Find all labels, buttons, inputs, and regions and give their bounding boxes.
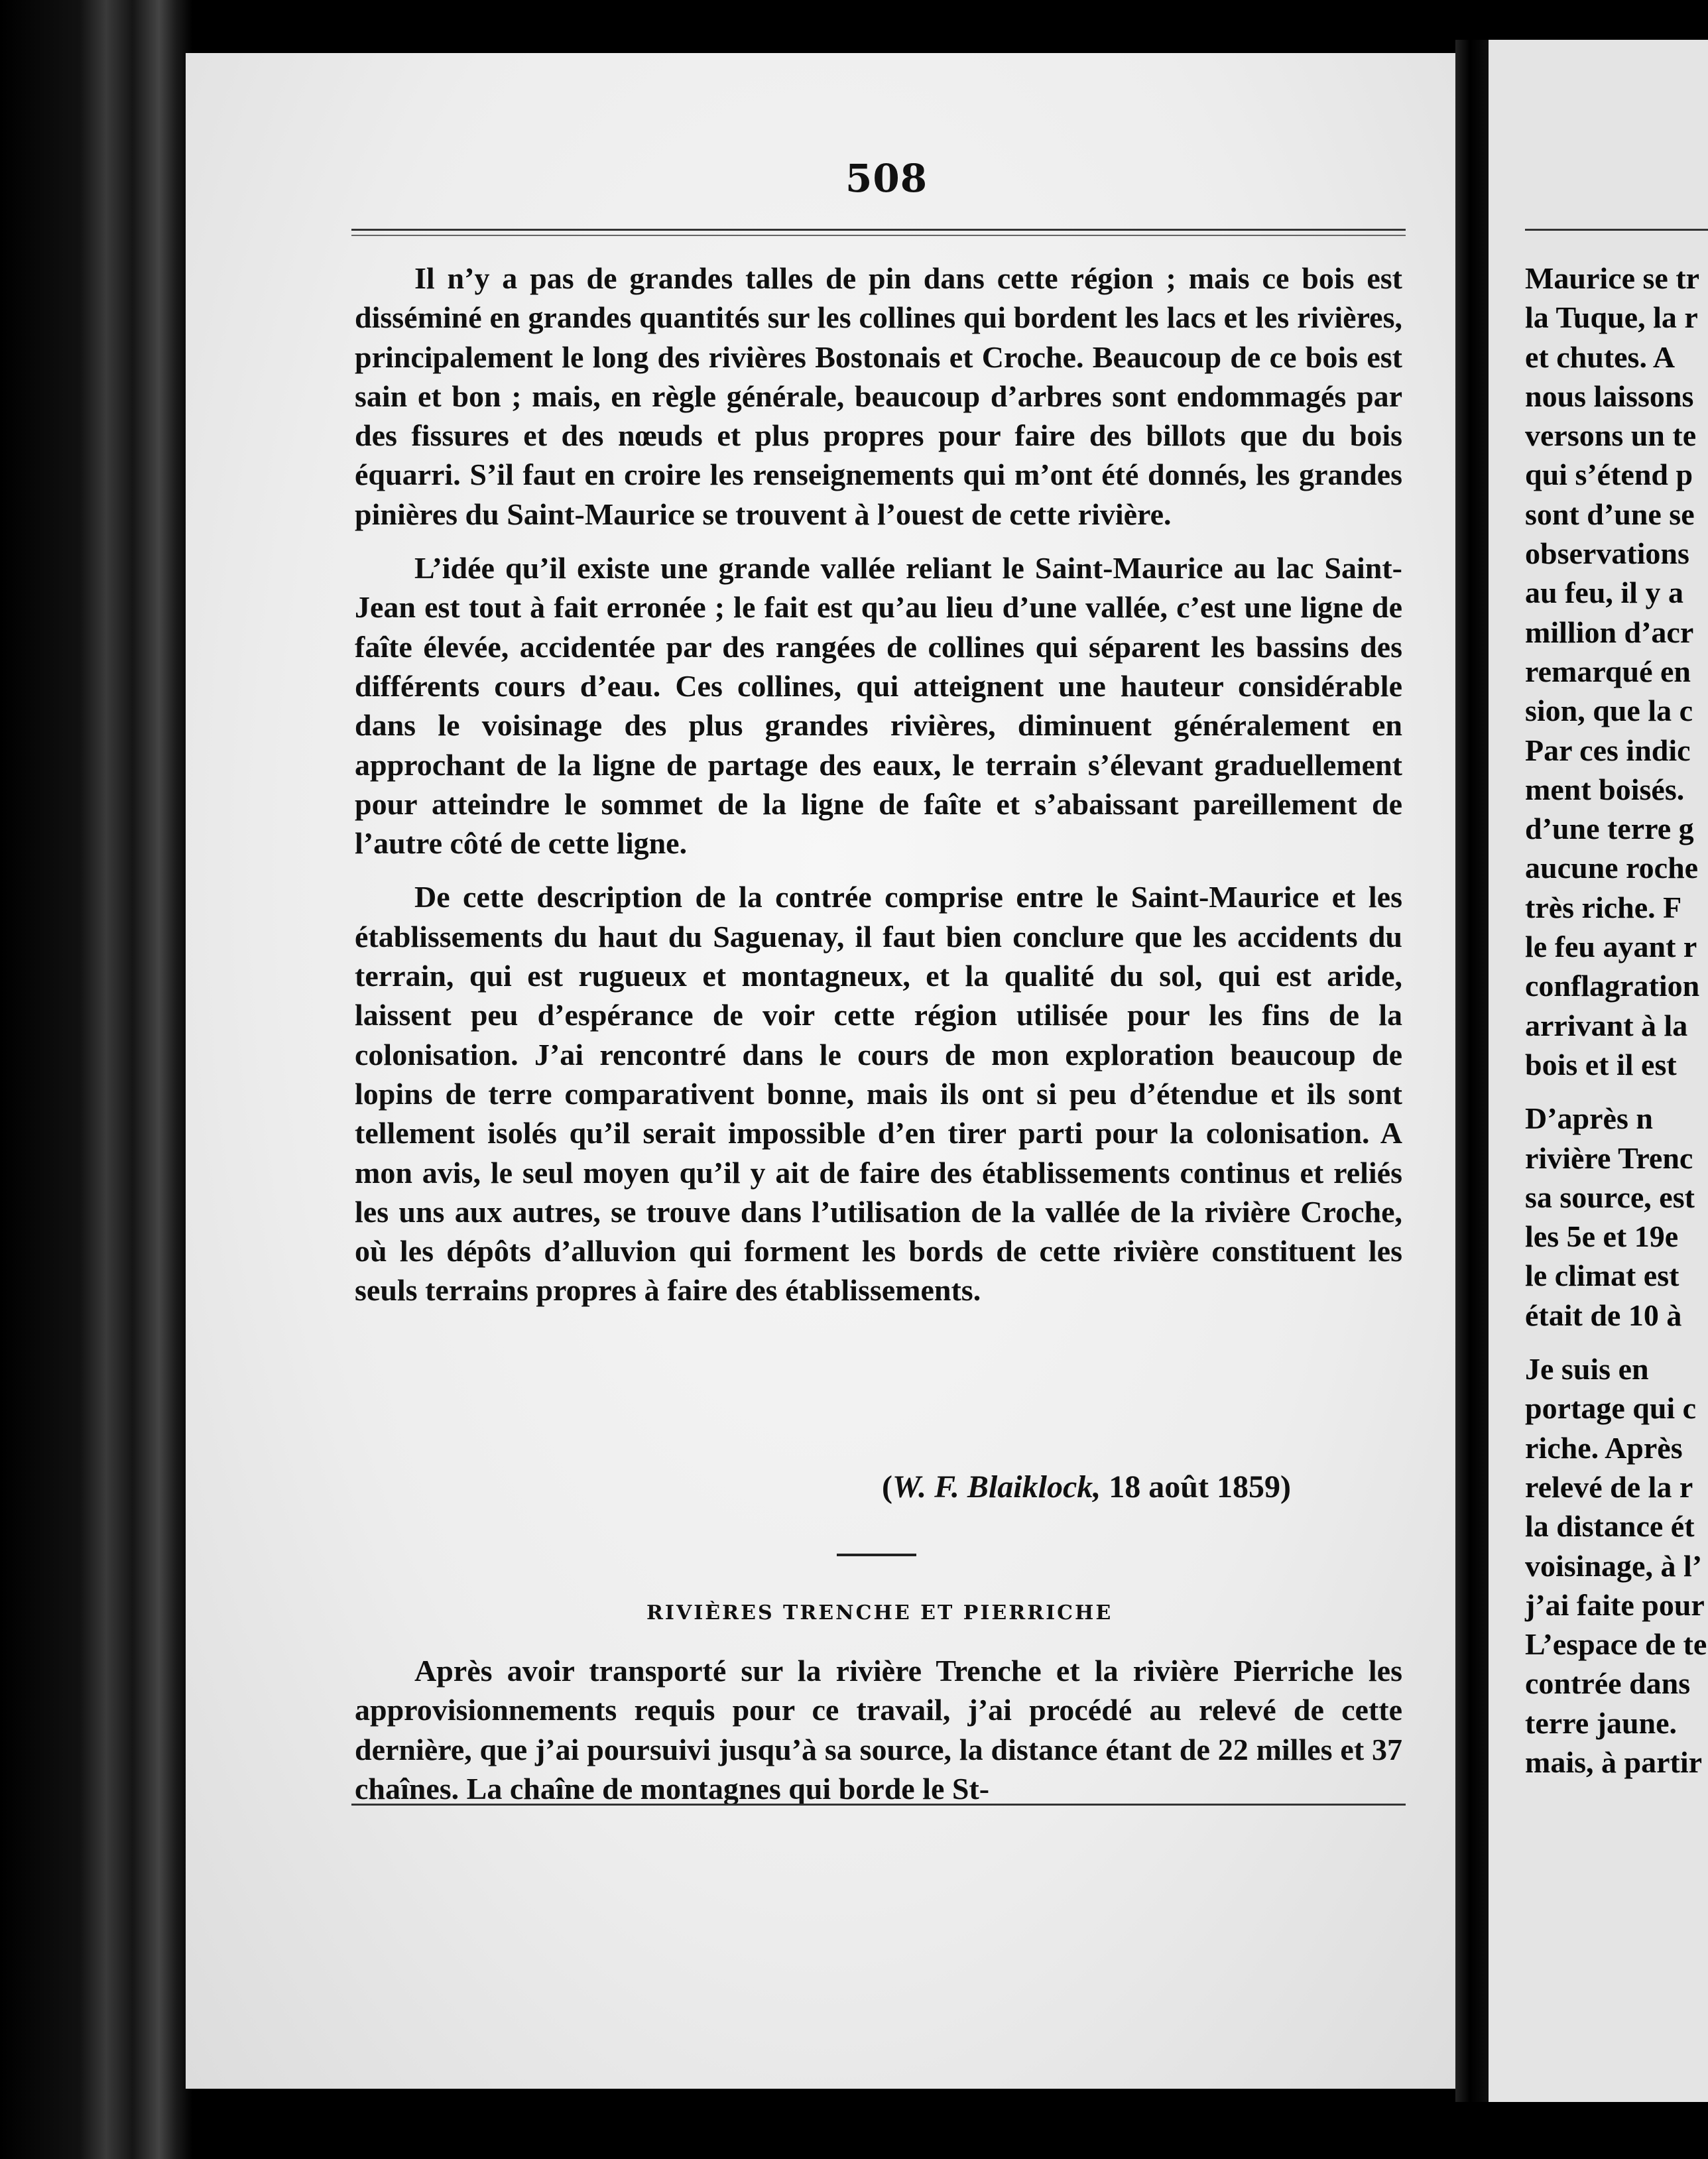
film-edge [0,0,192,2159]
facing-line: la Tuque, la r [1525,300,1698,335]
facing-line: la distance ét [1525,1509,1695,1544]
facing-line: D’après n [1525,1101,1653,1136]
section-divider [837,1554,916,1556]
facing-gap [1525,1084,1708,1099]
facing-line: ment boisés. [1525,772,1685,806]
facing-line: sion, que la c [1525,694,1693,728]
facing-line: nous laissons [1525,379,1694,413]
section-paragraph: Après avoir transporté sur la rivière Trenche et la rivière Pierriche les approvisionnements requis pour ce travail, j’ai procédé au relevé de cette dernière, que j’ai poursuivi jusqu’à sa source, la distance étant de 22 milles et 37 chaînes. La chaîne de montagnes qui borde le St- [355,1654,1402,1806]
facing-line: sa source, est [1525,1180,1695,1214]
facing-line: était de 10 à [1525,1298,1682,1332]
facing-gap [1525,1335,1708,1349]
facing-line: au feu, il y a [1525,576,1683,610]
facing-line: contrée dans [1525,1666,1691,1701]
facing-line: Je suis en [1525,1352,1649,1387]
paragraph: Il n’y a pas de grandes talles de pin dans cette région ; mais ce bois est disséminé en grandes quantités sur les collines qui bordent les lacs et les rivières, principalement le long des rivières Bostonais et Croche. Beaucoup de ce bois est sain et bon ; mais, en règle générale, beaucoup d’arbres sont endommagés par des fissures et des nœuds et plus propres pour faire des billots que du bois équarri. S’il faut en croire les renseignements qui m’ont été donnés, les grandes pinières du Saint-Maurice se trouvent à l’ouest de cette rivière. [355,261,1402,531]
signature-author: W. F. Blaiklock, [892,1469,1101,1505]
facing-line: très riche. F [1525,890,1682,924]
facing-line: versons un te [1525,418,1697,453]
signature-date: 18 août 1859) [1101,1469,1291,1505]
facing-line: portage qui c [1525,1391,1697,1426]
facing-page-text [1525,259,1708,1782]
facing-line: rivière Trenc [1525,1141,1693,1175]
page-gutter [1455,40,1492,2102]
facing-line: terre jaune. [1525,1705,1677,1740]
paragraph: L’idée qu’il existe une grande vallée reliant le Saint-Maurice au lac Saint-Jean est tout à fait erronée ; le fait est qu’au lieu d’une vallée, c’est une ligne de faîte élevée, accidentée par des rangées de collines qui séparent les bassins des différents cours d’eau. Ces collines, qui atteignent une hauteur considérable dans le voisinage des plus grandes rivières, diminuent généralement en approchant de la ligne de partage des eaux, le terrain s’élevant graduellement pour atteindre le sommet de la ligne de faîte et s’abaissant pareillement de l’autre côté de cette ligne. [355,551,1402,861]
facing-line: qui s’étend p [1525,458,1693,492]
body-text [355,259,1402,1325]
facing-line: les 5e et 19e [1525,1219,1679,1254]
facing-line: j’ai faite pour [1525,1587,1705,1622]
facing-line: aucune roche [1525,851,1699,885]
facing-line: et chutes. A [1525,339,1676,374]
facing-line: L’espace de te [1525,1627,1707,1662]
facing-header-rule [1525,229,1708,231]
signature-open: ( [882,1469,892,1505]
facing-line: voisinage, à l’ [1525,1548,1703,1583]
facing-line: remarqué en [1525,654,1691,688]
header-rule [351,229,1406,236]
facing-line: le climat est [1525,1259,1679,1293]
facing-line: Par ces indic [1525,733,1691,767]
facing-line: arrivant à la [1525,1008,1688,1042]
signature [882,1469,1291,1505]
section-heading: RIVIÈRES TRENCHE ET PIERRICHE [646,1601,1113,1625]
facing-line: bois et il est [1525,1047,1677,1081]
facing-line: Maurice se tr [1525,261,1700,295]
facing-line: sont d’une se [1525,497,1695,531]
facing-line: le feu ayant r [1525,930,1697,964]
facing-line: d’une terre g [1525,812,1694,846]
facing-line: million d’acr [1525,615,1694,649]
paragraph: De cette description de la contrée comprise entre le Saint-Maurice et les établissements du haut du Saguenay, il faut bien conclure que les accidents du terrain, qui est rugueux et montagneux, et la qualité du sol, qui est aride, laissent peu d’espérance de voir cette région utilisée pour les fins de la colonisation. J’ai rencontré dans le cours de mon exploration beaucoup de lopins de terre comparativent bonne, mais ils ont si peu d’étendue et ils sont tellement isolés qu’il serait impossible d’en tirer parti pour la colonisation. A mon avis, le seul moyen qu’il y ait de faire des établissements continus et reliés les uns aux autres, se trouve dans l’utilisation de la vallée de la rivière Croche, où les dépôts d’alluvion qui forment les bords de cette rivière constituent les seuls terrains propres à faire des établissements. [355,880,1402,1308]
facing-line: relevé de la r [1525,1469,1693,1504]
facing-line: riche. Après [1525,1430,1683,1465]
page-number: 508 [845,156,928,201]
facing-line: mais, à partir [1525,1745,1703,1779]
facing-line: observations [1525,536,1689,571]
footer-rule [351,1804,1406,1806]
facing-line: conflagration [1525,969,1700,1003]
